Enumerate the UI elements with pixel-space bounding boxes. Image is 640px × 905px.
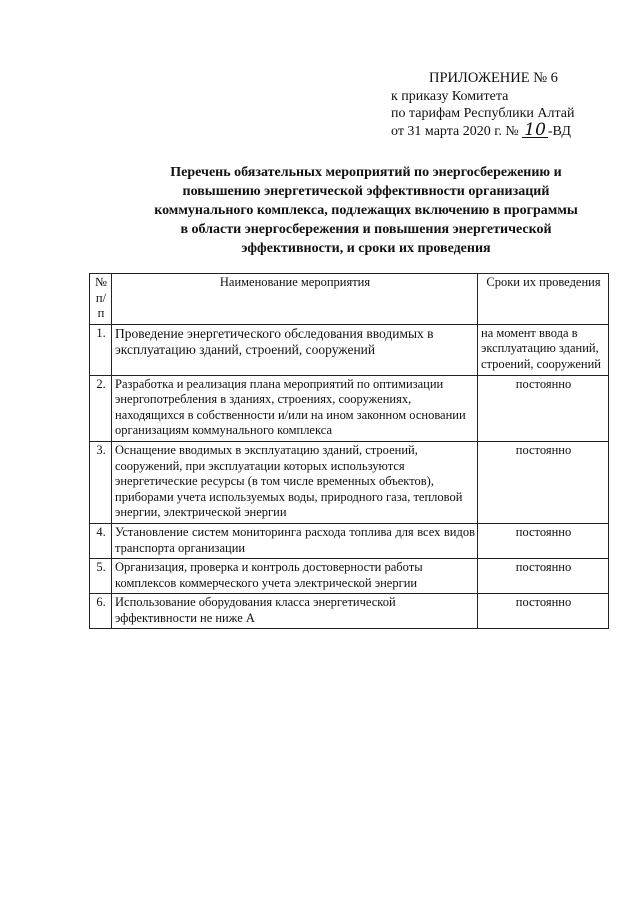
row-name: Установление систем мониторинга расхода топлива для всех видов транспорта организации — [112, 523, 478, 558]
header-num: № п/п — [90, 274, 112, 325]
row-term: постоянно — [478, 559, 609, 594]
table-row — [90, 375, 609, 441]
title-line-5: эффективности, и сроки их проведения — [241, 241, 491, 256]
row-num: 1. — [90, 324, 112, 375]
order-suffix: -ВД — [547, 123, 571, 139]
row-num: 3. — [90, 441, 112, 523]
row-term: постоянно — [478, 523, 609, 558]
title-line-2: повышению энергетической эффективности организаций — [182, 184, 550, 199]
row-name: Проведение энергетического обследования вводимых в эксплуатацию зданий, строений, сооружений — [112, 324, 478, 375]
table-header-row — [90, 274, 609, 325]
table-row — [90, 594, 609, 629]
document-title — [120, 163, 612, 258]
row-num: 4. — [90, 523, 112, 558]
title-line-1: Перечень обязательных мероприятий по энергосбережению и — [170, 165, 562, 180]
title-line-3: коммунального комплекса, подлежащих включению в программы — [154, 203, 578, 218]
row-term: на момент ввода в эксплуатацию зданий, строений, сооружений — [478, 324, 609, 375]
table-row — [90, 441, 609, 523]
row-num: 6. — [90, 594, 112, 629]
title-line-4: в области энергосбережения и повышения энергетической — [180, 222, 552, 237]
appendix-number: ПРИЛОЖЕНИЕ № 6 — [429, 70, 558, 86]
appendix-order-ref: к приказу Комитета — [391, 88, 509, 104]
row-num: 5. — [90, 559, 112, 594]
header-name: Наименование мероприятия — [112, 274, 478, 325]
row-term: постоянно — [478, 594, 609, 629]
appendix-header — [391, 70, 631, 140]
appendix-date-line — [391, 119, 631, 141]
row-term: постоянно — [478, 441, 609, 523]
table-row — [90, 324, 609, 375]
table-row — [90, 559, 609, 594]
row-term: постоянно — [478, 375, 609, 441]
measures-table — [89, 273, 609, 629]
row-name: Организация, проверка и контроль достоверности работы комплексов коммерческого учета электрической энергии — [112, 559, 478, 594]
handwritten-order-number: 10 — [524, 119, 546, 140]
row-name: Оснащение вводимых в эксплуатацию зданий, строений, сооружений, при эксплуатации которых используются энергетические ресурсы (в том числе временных объектов), приборами учета используемых воды, природного газа, тепловой энергии, электрической энергии — [112, 441, 478, 523]
row-name: Использование оборудования класса энергетической эффективности не ниже А — [112, 594, 478, 629]
header-term: Сроки их проведения — [478, 274, 609, 325]
row-name: Разработка и реализация плана мероприятий по оптимизации энергопотребления в зданиях, строениях, сооружениях, находящихся в собственности и/или на ином законном основании организациям коммунального комплекса — [112, 375, 478, 441]
appendix-date: от 31 марта 2020 г. № — [391, 123, 519, 139]
table-row — [90, 523, 609, 558]
appendix-committee: по тарифам Республики Алтай — [391, 106, 575, 121]
row-num: 2. — [90, 375, 112, 441]
